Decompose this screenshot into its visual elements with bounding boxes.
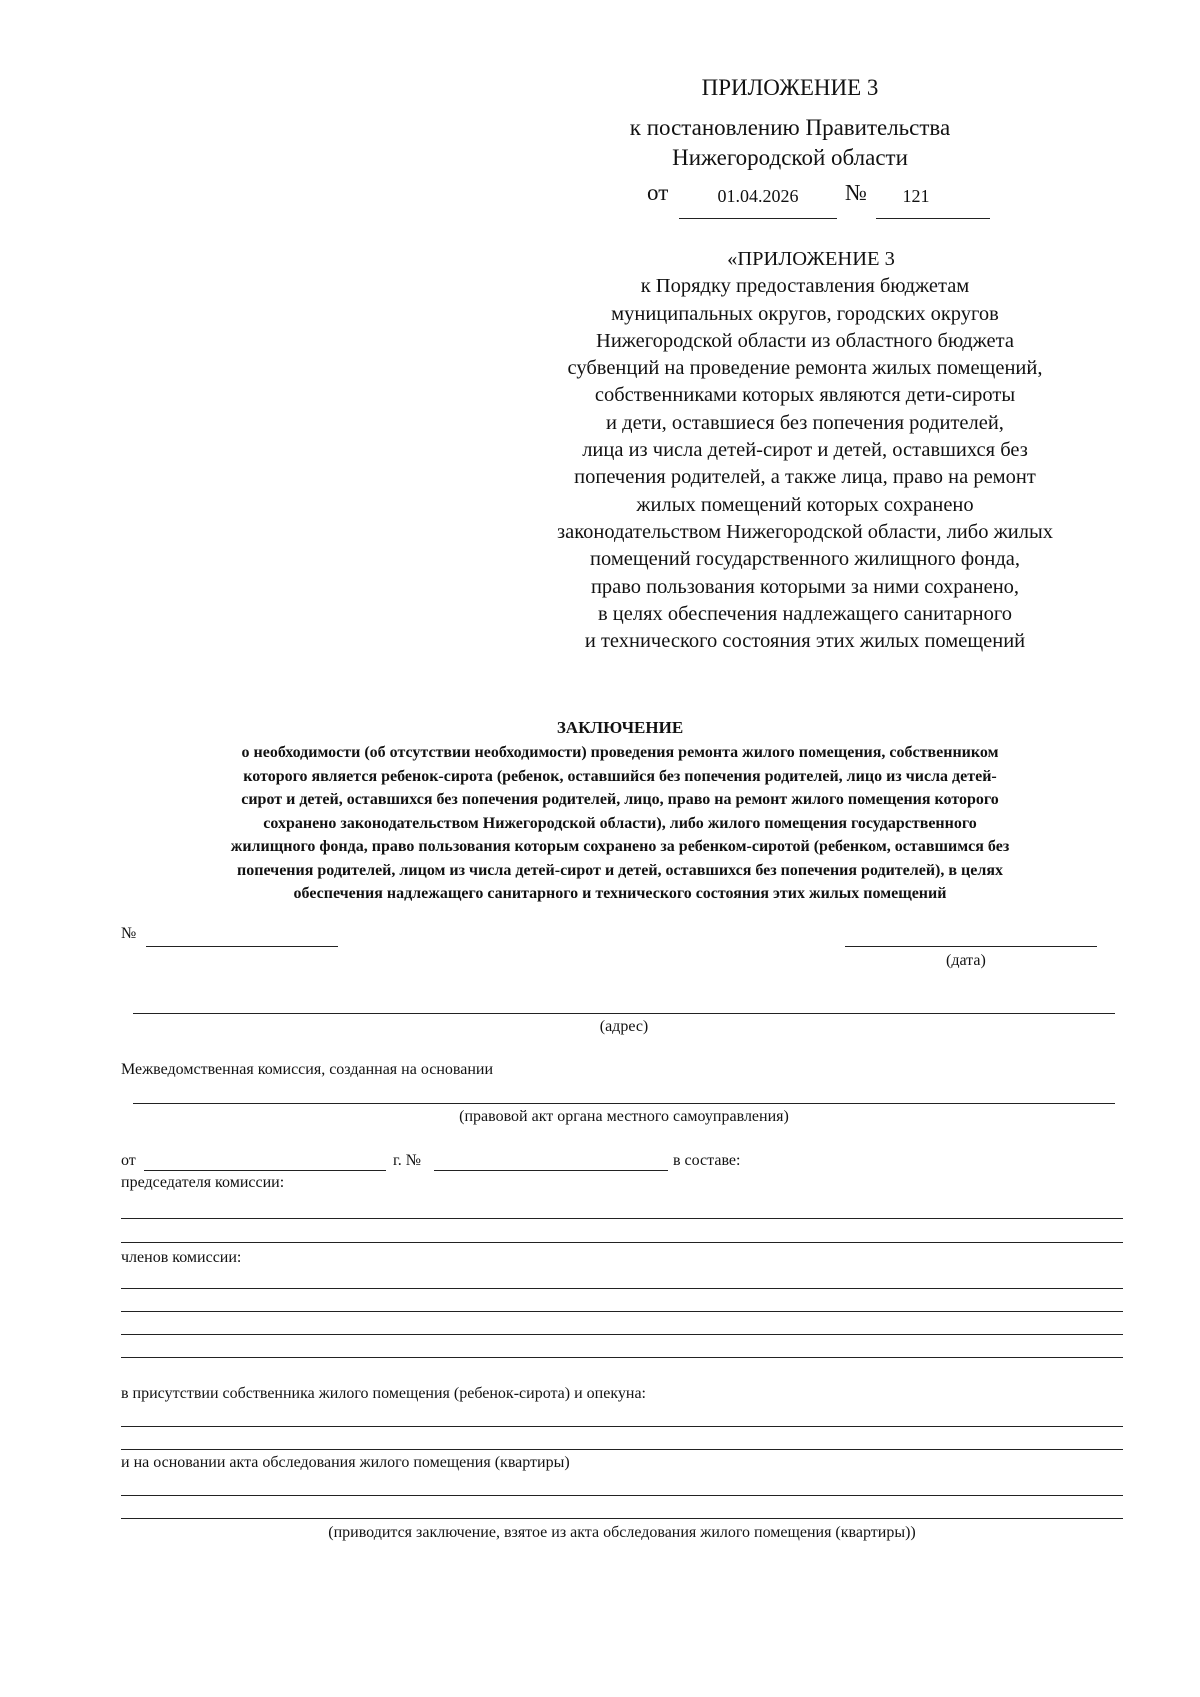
resolution-number-prefix: № [845,180,867,205]
resolution-date-value: 01.04.2026 [717,186,799,206]
order-appendix-line: субвенций на проведение ремонта жилых помещений, [567,357,1043,380]
order-appendix-block [510,246,1100,655]
form-chairman-field[interactable] [121,1218,1123,1219]
form-address-caption: (адрес) [599,1018,649,1035]
order-appendix-line: муниципальных округов, городских округов [611,302,999,325]
form-members-label: членов комиссии: [121,1249,242,1266]
form-act-date-field[interactable] [144,1170,386,1171]
form-act-number-field[interactable] [434,1170,668,1171]
order-appendix-line: законодательством Нижегородской области, либо жилых [557,520,1053,543]
form-date-caption: (дата) [946,952,986,969]
form-basis-text: и на основании акта обследования жилого помещения (квартиры) [121,1454,570,1471]
form-presence-text: в присутствии собственника жилого помещения (ребенок-сирота) и опекуна: [121,1385,646,1402]
form-year-number-label: г. № [393,1152,422,1169]
form-number-label: № [121,925,137,942]
form-member-field[interactable] [121,1334,1123,1335]
form-date-field[interactable] [845,946,1097,947]
order-appendix-line: право пользования которыми за ними сохранено, [590,575,1020,598]
form-member-field[interactable] [121,1311,1123,1312]
form-legal-act-field[interactable] [133,1103,1115,1104]
form-chairman-label: председателя комиссии: [121,1174,285,1191]
conclusion-line: жилищного фонда, право пользования которым сохранено за ребенком-сиротой (ребенком, оставшимся без [230,838,1010,855]
order-appendix-line: и дети, оставшиеся без попечения родителей, [606,411,1004,434]
order-appendix-line: Нижегородской области из областного бюджета [596,329,1014,352]
resolution-line-2: Нижегородской области [672,145,908,170]
resolution-date-prefix: от [647,180,669,205]
form-member-field[interactable] [121,1288,1123,1289]
resolution-number-value: 121 [902,186,930,206]
order-appendix-line: попечения родителей, а также лица, право на ремонт [574,466,1036,489]
order-appendix-line: собственниками которых являются дети-сироты [594,384,1016,407]
form-number-field[interactable] [146,946,338,947]
conclusion-line: которого является ребенок-сирота (ребенок, оставшийся без попечения родителей, лицо из числа детей- [243,767,997,785]
form-member-field[interactable] [121,1357,1123,1358]
form-basis-field[interactable] [121,1518,1123,1519]
form-legal-act-caption: (правовой акт органа местного самоуправления) [459,1108,789,1125]
form-chairman-field[interactable] [121,1242,1123,1243]
form-composition-label: в составе: [673,1152,741,1169]
form-address-field[interactable] [133,1013,1115,1014]
conclusion-line: сохранено законодательством Нижегородской области), либо жилого помещения государственного [263,814,977,832]
order-appendix-line: лица из числа детей-сирот и детей, оставшихся без [582,439,1028,462]
conclusion-line: о необходимости (об отсутствии необходимости) проведения ремонта жилого помещения, собственником [241,744,999,761]
conclusion-title: ЗАКЛЮЧЕНИЕ [556,718,684,737]
conclusion-line: обеспечения надлежащего санитарного и технического состояния этих жилых помещений [293,885,947,902]
order-appendix-line: и технического состояния этих жилых помещений [584,630,1026,653]
order-appendix-title: «ПРИЛОЖЕНИЕ 3 [727,248,895,270]
resolution-line-1: к постановлению Правительства [629,115,951,140]
appendix-title: ПРИЛОЖЕНИЕ 3 [701,75,879,100]
order-appendix-line: в целях обеспечения надлежащего санитарного [597,602,1013,625]
form-final-caption: (приводится заключение, взятое из акта обследования жилого помещения (квартиры)) [328,1524,916,1541]
conclusion-line: попечения родителей, лицом из числа детей-сирот и детей, оставшихся без попечения родителей), в целях [237,861,1003,879]
form-from-label: от [121,1152,136,1169]
order-appendix-line: жилых помещений которых сохранено [636,493,974,516]
resolution-date-field [679,186,837,219]
order-appendix-line: к Порядку предоставления бюджетам [640,275,970,298]
conclusion-line: сирот и детей, оставшихся без попечения родителей, лицо, право на ремонт жилого помещения которого [241,791,999,808]
form-basis-field[interactable] [121,1495,1123,1496]
form-presence-field[interactable] [121,1449,1123,1450]
conclusion-description [100,741,1140,906]
resolution-number-field [876,186,990,219]
form-commission-text: Межведомственная комиссия, созданная на основании [121,1061,494,1078]
form-presence-field[interactable] [121,1426,1123,1427]
order-appendix-line: помещений государственного жилищного фонда, [590,548,1020,571]
